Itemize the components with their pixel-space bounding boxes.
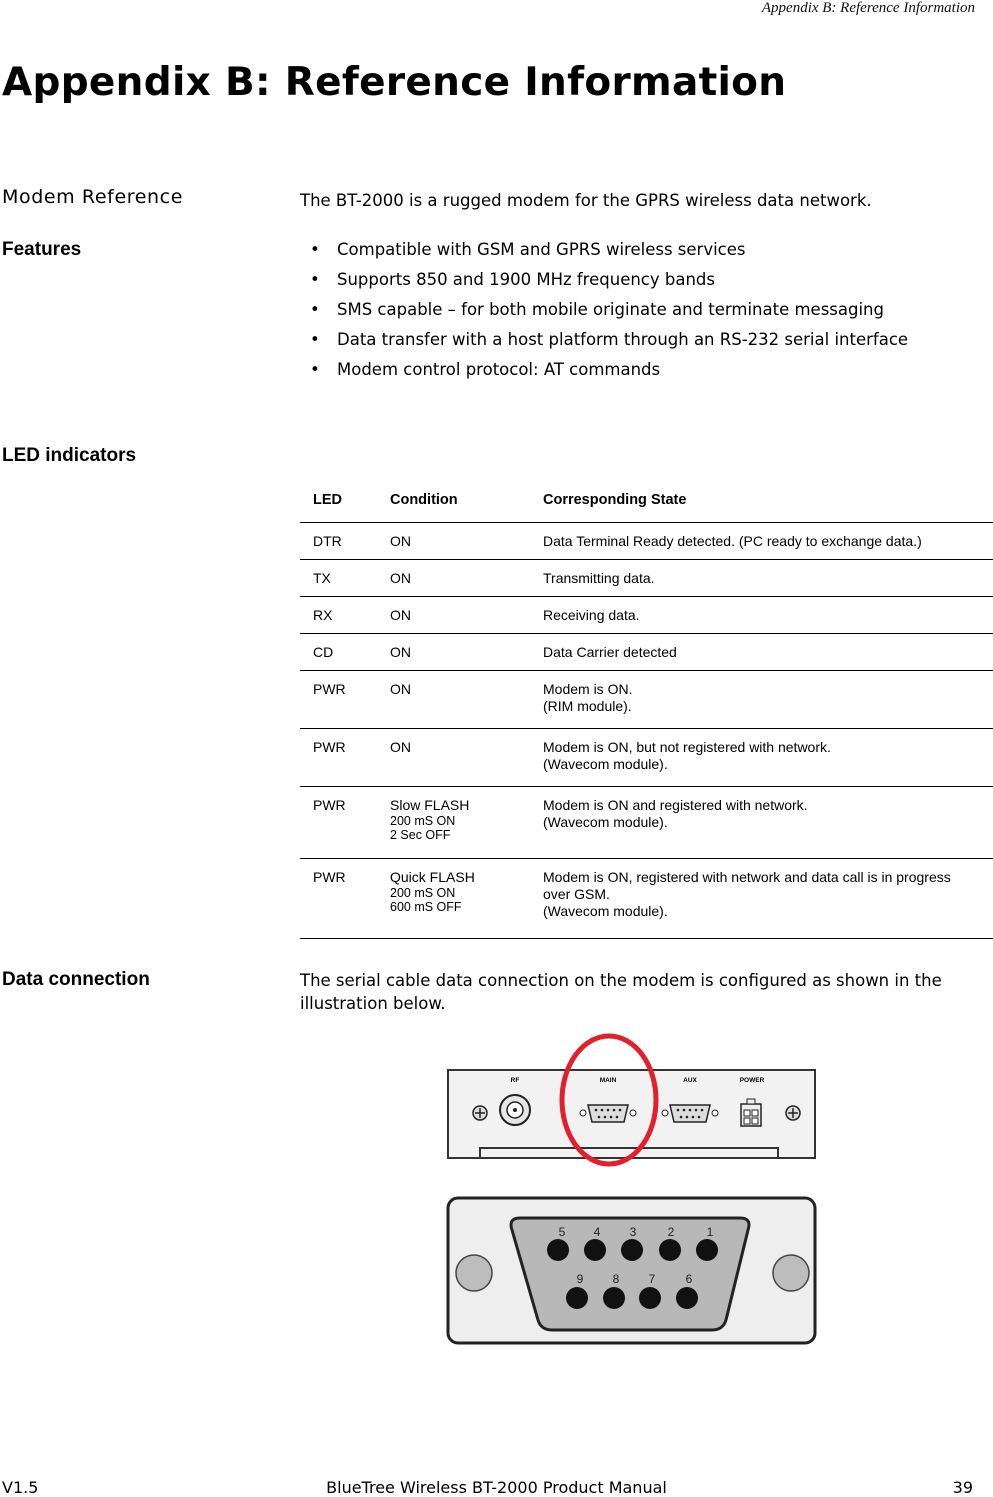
led-table-body (300, 523, 993, 939)
col-condition: Condition (377, 480, 530, 523)
condition-timing: 200 mS ON (390, 886, 456, 900)
condition-text: ON (390, 533, 411, 549)
feature-item (300, 360, 970, 379)
pin-label-9: 9 (576, 1272, 584, 1286)
led-cell: DTR (300, 523, 377, 560)
condition-text: ON (390, 681, 411, 697)
state-cell (530, 634, 993, 671)
features-list-container (300, 240, 970, 390)
led-cell: PWR (300, 729, 377, 787)
condition-cell (377, 729, 530, 787)
feature-text: Data transfer with a host platform through an RS-232 serial interface (337, 330, 909, 349)
data-connection-text: The serial cable data connection on the modem is configured as shown in the illustration below. (300, 971, 942, 1013)
condition-cell (377, 787, 530, 859)
led-table-row (300, 597, 993, 634)
condition-timing: 2 Sec OFF (390, 828, 451, 842)
pin-2 (659, 1239, 681, 1261)
led-table-row (300, 787, 993, 859)
pin-label-5: 5 (558, 1225, 566, 1239)
bullet-icon: • (310, 300, 320, 319)
rf-label: RF (510, 1077, 520, 1084)
aux-label: AUX (683, 1077, 697, 1084)
feature-item (300, 300, 970, 319)
state-line: Modem is ON. (543, 681, 633, 697)
state-cell (530, 597, 993, 634)
led-cell: PWR (300, 671, 377, 729)
led-table-row (300, 859, 993, 939)
pin-7 (639, 1287, 661, 1309)
bullet-icon: • (310, 270, 320, 289)
state-line: Modem is ON, but not registered with network. (543, 739, 831, 755)
page-title: Appendix B: Reference Information (2, 60, 787, 105)
pin-label-2: 2 (667, 1225, 675, 1239)
bullet-icon: • (310, 240, 320, 259)
main-label: MAIN (599, 1077, 617, 1084)
led-cell: CD (300, 634, 377, 671)
state-line: (Wavecom module). (543, 756, 668, 772)
condition-cell (377, 523, 530, 560)
pin-3 (621, 1239, 643, 1261)
led-table-header (300, 480, 993, 523)
condition-text: ON (390, 570, 411, 586)
feature-item (300, 240, 970, 259)
condition-text: Quick FLASH (390, 869, 475, 885)
pin-label-7: 7 (648, 1272, 656, 1286)
serial-connector-illustration (440, 1030, 825, 1355)
state-line: (Wavecom module). (543, 814, 668, 830)
state-line: Modem is ON and registered with network. (543, 797, 808, 813)
condition-cell (377, 671, 530, 729)
mounting-hole-right (773, 1255, 809, 1291)
mounting-hole-left (456, 1255, 492, 1291)
col-state: Corresponding State (530, 480, 993, 523)
col-led: LED (300, 480, 377, 523)
led-cell: PWR (300, 859, 377, 939)
state-line: Receiving data. (543, 607, 640, 623)
state-line: Transmitting data. (543, 570, 655, 586)
state-line: Data Carrier detected (543, 644, 677, 660)
footer-version: V1.5 (2, 1478, 39, 1497)
power-label: POWER (739, 1077, 765, 1084)
feature-text: Compatible with GSM and GPRS wireless services (337, 240, 746, 259)
modem-reference-heading: Modem Reference (2, 186, 183, 208)
pin-6 (676, 1287, 698, 1309)
condition-text: Slow FLASH (390, 797, 470, 813)
condition-text: ON (390, 607, 411, 623)
pin-8 (603, 1287, 625, 1309)
led-cell: RX (300, 597, 377, 634)
state-cell (530, 859, 993, 939)
pin-5 (547, 1239, 569, 1261)
led-cell: PWR (300, 787, 377, 859)
condition-timing: 200 mS ON (390, 814, 456, 828)
modem-reference-text: The BT-2000 is a rugged modem for the GPRS wireless data network. (300, 191, 872, 210)
state-cell (530, 671, 993, 729)
db9-connector-closeup (448, 1198, 815, 1343)
led-table (300, 480, 993, 939)
state-cell (530, 729, 993, 787)
state-cell (530, 560, 993, 597)
features-list (300, 240, 970, 379)
feature-item (300, 270, 970, 289)
feature-text: Supports 850 and 1900 MHz frequency bands (337, 270, 715, 289)
bullet-icon: • (310, 330, 320, 349)
feature-text: Modem control protocol: AT commands (337, 360, 661, 379)
led-heading: LED indicators (2, 445, 137, 466)
condition-cell (377, 634, 530, 671)
led-table-row (300, 729, 993, 787)
state-cell (530, 523, 993, 560)
pin-label-3: 3 (629, 1225, 637, 1239)
condition-timing: 600 mS OFF (390, 900, 462, 914)
condition-cell (377, 859, 530, 939)
running-header: Appendix B: Reference Information (761, 0, 975, 16)
state-line: (Wavecom module). (543, 903, 668, 919)
data-connection-heading: Data connection (2, 969, 150, 990)
bullet-icon: • (310, 360, 320, 379)
pin-label-1: 1 (706, 1225, 714, 1239)
pin-label-8: 8 (612, 1272, 620, 1286)
led-table-row (300, 634, 993, 671)
state-line: Data Terminal Ready detected. (PC ready to exchange data.) (543, 533, 922, 549)
condition-text: ON (390, 644, 411, 660)
condition-text: ON (390, 739, 411, 755)
pin-9 (566, 1287, 588, 1309)
led-cell: TX (300, 560, 377, 597)
state-cell (530, 787, 993, 859)
footer-manual-title: BlueTree Wireless BT-2000 Product Manual (326, 1478, 667, 1497)
feature-item (300, 330, 970, 349)
led-table-row (300, 560, 993, 597)
pin-label-4: 4 (593, 1225, 601, 1239)
pin-4 (584, 1239, 606, 1261)
led-table-row (300, 671, 993, 729)
pin-label-6: 6 (685, 1272, 693, 1286)
state-line: Modem is ON, registered with network and data call is in progress over GSM. (543, 869, 951, 902)
feature-text: SMS capable – for both mobile originate and terminate messaging (337, 300, 884, 319)
condition-cell (377, 560, 530, 597)
modem-rear-panel (448, 1070, 815, 1158)
state-line: (RIM module). (543, 698, 632, 714)
footer-page-number: 39 (952, 1478, 973, 1497)
condition-cell (377, 597, 530, 634)
pin-1 (696, 1239, 718, 1261)
features-heading: Features (2, 239, 82, 260)
led-table-row (300, 523, 993, 560)
